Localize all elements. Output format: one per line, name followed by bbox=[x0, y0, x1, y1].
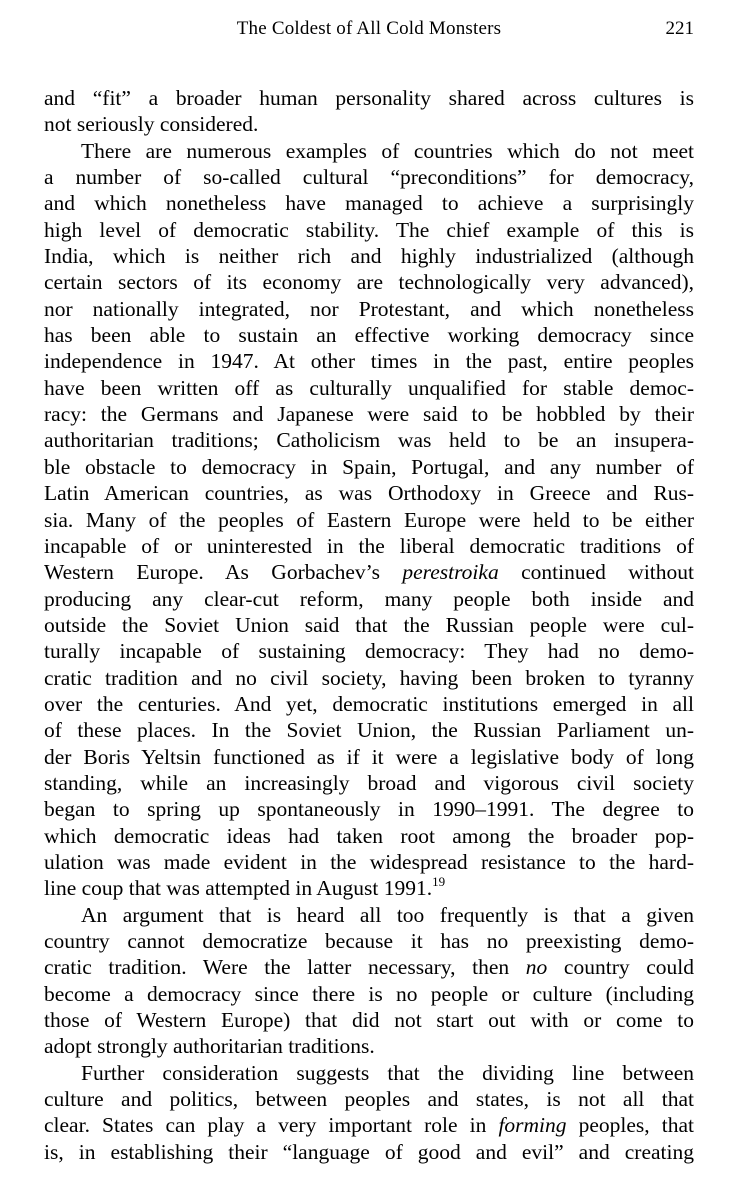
text-line: high level of democratic stability. The chief example of this is bbox=[44, 217, 694, 242]
text-line-with-italic bbox=[44, 1112, 694, 1138]
running-title: The Coldest of All Cold Monsters bbox=[236, 18, 502, 39]
footnote-reference: 19 bbox=[432, 874, 446, 890]
text-line: racy: the Germans and Japanese were said to be hobbled by their bbox=[44, 402, 694, 427]
paragraph-4 bbox=[44, 1060, 694, 1165]
text-line: authoritarian traditions; Catholicism was held to be an insupera- bbox=[44, 428, 694, 453]
text-run: line coup that was attempted in August 1991. bbox=[44, 876, 433, 901]
italic-term: perestroika bbox=[402, 560, 499, 585]
text-line: of these places. In the Soviet Union, the Russian Parliament un- bbox=[44, 718, 694, 743]
text-line: independence in 1947. At other times in the past, entire peoples bbox=[44, 349, 694, 374]
body-text bbox=[44, 85, 694, 1165]
text-line: country cannot democratize because it has no preexisting demo- bbox=[44, 929, 694, 953]
text-line-with-italic bbox=[44, 954, 694, 980]
text-line: sia. Many of the peoples of Eastern Europe were held to be either bbox=[44, 507, 694, 532]
text-run: country could bbox=[547, 955, 694, 980]
text-line: have been written off as culturally unqualified for stable democ- bbox=[44, 375, 694, 400]
text-line: adopt strongly authoritarian traditions. bbox=[44, 1034, 375, 1059]
page-number: 221 bbox=[665, 18, 694, 39]
text-line: cratic tradition and no civil society, having been broken to tyranny bbox=[44, 665, 694, 690]
text-run: cratic tradition. Were the latter necessary, then bbox=[44, 955, 526, 980]
text-line: der Boris Yeltsin functioned as if it were a legislative body of long bbox=[44, 744, 694, 769]
text-line: producing any clear-cut reform, many people both inside and bbox=[44, 586, 694, 611]
text-run: clear. States can play a very important role in bbox=[44, 1113, 499, 1138]
text-line: has been able to sustain an effective working democracy since bbox=[44, 323, 694, 348]
paragraph-2 bbox=[44, 138, 694, 902]
text-line: ulation was made evident in the widespread resistance to the hard- bbox=[44, 849, 694, 874]
text-line: become a democracy since there is no people or culture (including bbox=[44, 981, 694, 1006]
text-line: and which nonetheless have managed to achieve a surprisingly bbox=[44, 191, 694, 216]
text-line: and “fit” a broader human personality shared across cultures is bbox=[44, 86, 694, 110]
text-line: a number of so-called cultural “preconditions” for democracy, bbox=[44, 165, 694, 190]
text-line: incapable of or uninterested in the liberal democratic traditions of bbox=[44, 533, 694, 558]
text-line-with-italic bbox=[44, 559, 694, 585]
text-line: certain sectors of its economy are technologically very advanced), bbox=[44, 270, 694, 295]
text-line: nor nationally integrated, nor Protestant, and which nonetheless bbox=[44, 296, 694, 321]
text-line: culture and politics, between peoples and states, is not all that bbox=[44, 1087, 694, 1112]
text-line: turally incapable of sustaining democracy: They had no demo- bbox=[44, 639, 694, 664]
text-run: continued without bbox=[498, 560, 694, 585]
italic-term: forming bbox=[498, 1113, 567, 1138]
italic-term: no bbox=[525, 955, 548, 980]
text-line: outside the Soviet Union said that the Russian people were cul- bbox=[44, 612, 694, 637]
text-line: Latin American countries, as was Orthodoxy in Greece and Rus- bbox=[44, 481, 694, 506]
text-line: not seriously considered. bbox=[44, 112, 259, 137]
running-head bbox=[44, 0, 694, 40]
text-line: began to spring up spontaneously in 1990–1991. The degree to bbox=[44, 797, 694, 822]
text-line: ble obstacle to democracy in Spain, Portugal, and any number of bbox=[44, 454, 694, 479]
text-line: is, in establishing their “language of good and evil” and creating bbox=[44, 1139, 694, 1164]
paragraph-1 bbox=[44, 85, 694, 138]
text-line: An argument that is heard all too frequently is that a given bbox=[81, 902, 694, 927]
text-run: Western Europe. As Gorbachev’s bbox=[44, 560, 403, 585]
text-line: There are numerous examples of countries which do not meet bbox=[81, 138, 694, 163]
text-line: standing, while an increasingly broad and vigorous civil society bbox=[44, 770, 694, 795]
text-line: India, which is neither rich and highly industrialized (although bbox=[44, 244, 694, 269]
paragraph-3 bbox=[44, 902, 694, 1060]
text-line-with-footnote bbox=[44, 875, 694, 901]
text-run: peoples, that bbox=[566, 1113, 694, 1138]
text-line: those of Western Europe) that did not start out with or come to bbox=[44, 1008, 694, 1033]
book-page bbox=[44, 0, 694, 1165]
text-line: Further consideration suggests that the dividing line between bbox=[81, 1060, 694, 1085]
text-line: which democratic ideas had taken root among the broader pop- bbox=[44, 823, 694, 848]
text-line: over the centuries. And yet, democratic institutions emerged in all bbox=[44, 691, 694, 716]
